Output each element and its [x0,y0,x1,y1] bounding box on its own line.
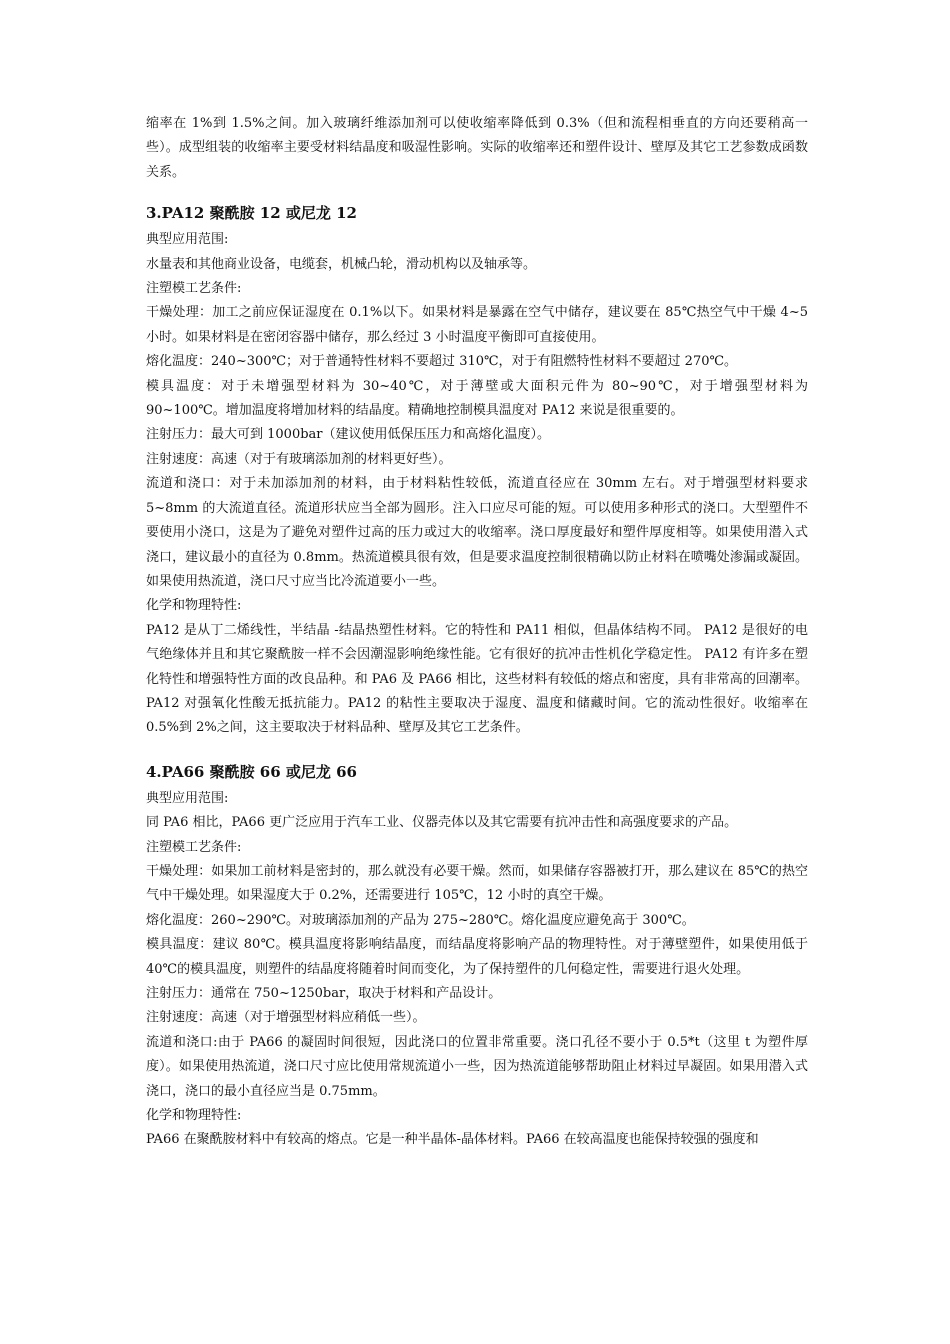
application-label: 典型应用范围: [146,232,229,248]
document-page [146,112,808,1153]
runner-gate-paragraph: 流道和浇口:由于 PA66 的凝固时间很短，因此浇口的位置非常重要。浇口孔径不要小于 0.5*t（这里 t 为塑件厚度）。如果使用热流道，浇口尺寸应比使用常规流道小一些，因为热流道能够帮助阻止材料过早凝固。如果用潜入式浇口，浇口的最小直径应当是 0.75mm。 [146,1034,808,1099]
melt-temperature-paragraph: 熔化温度：260~290℃。对玻璃添加剂的产品为 275~280℃。熔化温度应避免高于 300℃。 [146,912,695,928]
injection-pressure-paragraph: 注射压力：最大可到 1000bar（建议使用低保压压力和高熔化温度）。 [146,427,551,443]
properties-paragraph: PA66 在聚酰胺材料中有较高的熔点。它是一种半晶体-晶体材料。PA66 在较高温度也能保持较强的强度和 [146,1132,759,1148]
section-pa66 [146,759,808,1153]
application-label: 典型应用范围: [146,790,229,806]
properties-label: 化学和物理特性: [146,598,242,614]
melt-temperature-paragraph: 熔化温度：240~300℃；对于普通特性材料不要超过 310℃，对于有阻燃特性材料不要超过 270℃。 [146,354,738,370]
injection-speed-paragraph: 注射速度：高速（对于有玻璃添加剂的材料更好些）。 [146,451,452,467]
section-title-pa66: 4.PA66 聚酰胺 66 或尼龙 66 [146,762,357,781]
conditions-label: 注塑模工艺条件: [146,281,242,297]
drying-paragraph: 干燥处理：加工之前应保证湿度在 0.1%以下。如果材料是暴露在空气中储存，建议要在 85℃热空气中干燥 4~5 小时。如果材料是在密闭容器中储存，那么经过 3 小时温度平衡即可直接使用。 [146,305,808,345]
application-text: 水量表和其他商业设备，电缆套，机械凸轮，滑动机构以及轴承等。 [146,256,537,272]
mold-temperature-paragraph: 模具温度：对于未增强型材料为 30~40℃，对于薄壁或大面积元件为 80~90℃，对于增强型材料为 90~100℃。增加温度将增加材料的结晶度。精确地控制模具温度对 PA12 来说是很重要的。 [146,378,808,419]
section-title-pa12: 3.PA12 聚酰胺 12 或尼龙 12 [146,204,357,223]
application-text: 同 PA6 相比，PA66 更广泛应用于汽车工业、仪器壳体以及其它需要有抗冲击性和高强度要求的产品。 [146,815,738,831]
mold-temperature-paragraph: 模具温度：建议 80℃。模具温度将影响结晶度，而结晶度将影响产品的物理特性。对于薄壁塑件，如果使用低于 40℃的模具温度，则塑件的结晶度将随着时间而变化，为了保持塑件的几何稳定性，需要进行退火处理。 [146,937,808,977]
properties-paragraph: PA12 是从丁二烯线性，半结晶 -结晶热塑性材料。它的特性和 PA11 相似，但晶体结构不同。 PA12 是很好的电气绝缘体并且和其它聚酰胺一样不会因潮湿影响绝缘性能。它有很好的抗冲击性机化学稳定性。 PA12 有许多在塑化特性和增强特性方面的改良品种。和 PA6 及 PA66 相比，这些材料有较低的熔点和密度，具有非常高的回潮率。 PA12 对强氧化性酸无抵抗能力。PA12 的粘性主要取决于湿度、温度和储藏时间。它的流动性很好。收缩率在 0.5%到 2%之间，这主要取决于材料品种、壁厚及其它工艺条件。 [146,622,808,736]
conditions-label: 注塑模工艺条件: [146,839,242,855]
section-pa12 [146,200,808,741]
intro-paragraph: 缩率在 1%到 1.5%之间。加入玻璃纤维添加剂可以使收缩率降低到 0.3%（但和流程相垂直的方向还要稍高一些）。成型组装的收缩率主要受材料结晶度和吸湿性影响。实际的收缩率还和塑件设计、壁厚及其它工艺参数成函数关系。 [146,116,808,180]
injection-pressure-paragraph: 注射压力：通常在 750~1250bar，取决于材料和产品设计。 [146,986,502,1001]
drying-paragraph: 干燥处理：如果加工前材料是密封的，那么就没有必要干燥。然而，如果储存容器被打开，那么建议在 85℃的热空气中干燥处理。如果湿度大于 0.2%，还需要进行 105℃，12 小时的真空干燥。 [146,863,808,904]
properties-label: 化学和物理特性: [146,1108,242,1124]
injection-speed-paragraph: 注射速度：高速（对于增强型材料应稍低一些）。 [146,1010,426,1026]
runner-gate-paragraph: 流道和浇口：对于未加添加剂的材料，由于材料粘性较低，流道直径应在 30mm 左右。对于增强型材料要求 5~8mm 的大流道直径。流道形状应当全部为圆形。注入口应尽可能的短。可以使用多种形式的浇口。大型塑件不要使用小浇口，这是为了避免对塑件过高的压力或过大的收缩率。浇口厚度最好和塑件厚度相等。如果使用潜入式浇口，建议最小的直径为 0.8mm。热流道模具很有效，但是要求温度控制很精确以防止材料在喷嘴处渗漏或凝固。如果使用热流道，浇口尺寸应当比冷流道要小一些。 [146,476,808,589]
